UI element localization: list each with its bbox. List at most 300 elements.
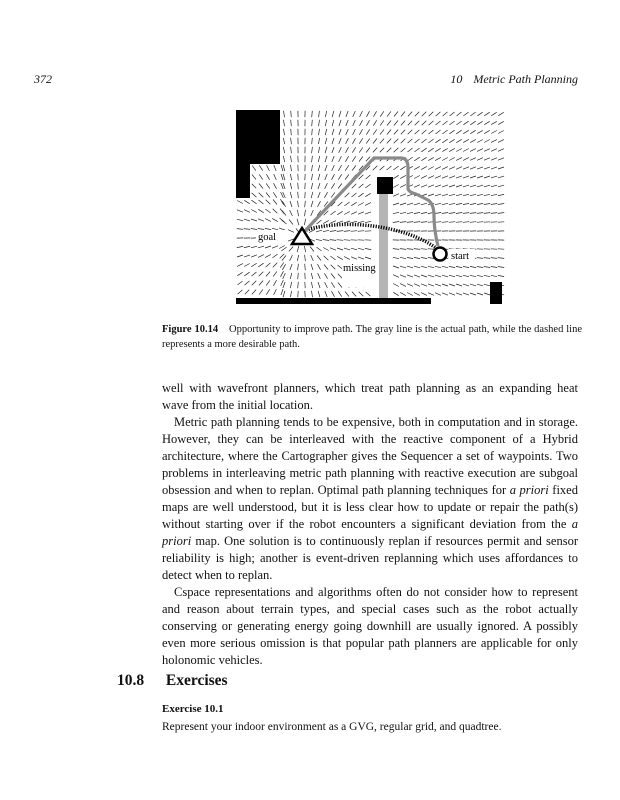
field-arrow [373, 166, 378, 170]
field-arrow [289, 247, 293, 252]
field-arrow [393, 222, 399, 223]
field-arrow [338, 174, 341, 179]
field-arrow [428, 176, 434, 179]
field-arrow [358, 231, 364, 232]
field-arrow [415, 139, 420, 143]
field-arrow [366, 148, 370, 153]
field-arrow [477, 112, 482, 116]
field-arrow [498, 149, 504, 152]
start-label: start [451, 251, 470, 262]
field-arrow [251, 246, 257, 247]
field-arrow [491, 213, 497, 214]
missing-wall-segment [379, 194, 388, 298]
field-arrow [456, 139, 461, 142]
field-arrow [414, 176, 420, 179]
field-arrow [279, 228, 285, 230]
field-arrow [353, 129, 356, 135]
field-arrow [400, 166, 405, 170]
field-arrow [400, 257, 406, 258]
field-arrow [312, 138, 313, 144]
field-arrow [484, 167, 490, 169]
field-arrow [414, 257, 420, 258]
field-arrow [387, 121, 391, 126]
field-arrow [407, 212, 413, 213]
field-arrow [463, 158, 469, 161]
field-arrow [284, 120, 285, 126]
field-arrow [283, 147, 284, 153]
field-arrow [477, 258, 483, 259]
field-arrow [408, 130, 413, 134]
field-arrow [442, 284, 448, 286]
field-arrow [414, 293, 420, 296]
field-arrow [281, 165, 283, 171]
field-arrow [353, 120, 356, 126]
field-arrow [470, 130, 475, 133]
field-arrow [435, 167, 441, 170]
field-arrow [345, 156, 348, 162]
field-arrow [244, 219, 250, 221]
field-arrow [456, 293, 462, 295]
goal-label: goal [258, 232, 277, 243]
field-arrow [273, 263, 277, 268]
field-arrow [265, 246, 271, 248]
field-arrow [351, 231, 357, 232]
field-arrow [463, 284, 469, 286]
field-arrow [318, 264, 321, 270]
field-arrow [311, 192, 313, 198]
field-arrow [484, 121, 489, 124]
field-arrow [273, 200, 277, 205]
field-arrow [449, 148, 455, 151]
field-arrow [259, 281, 263, 286]
field-arrow [298, 201, 299, 207]
field-arrow [421, 249, 427, 250]
field-arrow [290, 201, 292, 207]
field-arrow [290, 282, 291, 288]
field-arrow [339, 129, 341, 135]
field-arrow [456, 121, 461, 125]
field-arrow [394, 121, 398, 126]
field-arrow [337, 221, 343, 223]
field-arrow [325, 138, 327, 144]
field-arrow [281, 280, 284, 286]
paragraph-2: Metric path planning tends to be expensive, both in computation and in storage. However, they can be interleaved with the reactive component of a Hybrid architecture, where the Cartographer gives the Sequencer a set of waypoints. Two problems in interleaving metric path planning with reactive execution are subgoal obsession and when to replan. Optimal path planning techniques for a priori fixed maps are well understood, but it is less clear how to update or repair the path(s) without starting over if the robot encounters a significant deviation from the a priori map. One solution is to continuously replan if resources permit and sensor reliability is high; another is event-driven replanning which uses affordances to detect when to replan. [162, 415, 578, 582]
field-arrow [298, 192, 299, 198]
field-arrow [252, 281, 257, 285]
field-arrow [407, 203, 413, 205]
field-arrow [332, 147, 334, 153]
field-arrow [484, 185, 490, 187]
field-arrow [279, 246, 285, 249]
field-arrow [345, 175, 349, 180]
field-arrow [332, 120, 334, 126]
field-arrow [436, 130, 441, 134]
field-arrow [332, 165, 335, 171]
field-arrow [319, 111, 320, 117]
field-arrow [414, 275, 420, 277]
field-arrow [491, 176, 497, 178]
field-arrow [325, 174, 327, 180]
field-arrow [266, 174, 269, 180]
field-arrow [477, 149, 483, 152]
field-arrow [442, 222, 448, 223]
field-arrow [237, 229, 243, 230]
field-arrow [281, 183, 283, 189]
desirable-dashed-path [306, 224, 436, 248]
field-arrow [429, 130, 434, 134]
field-arrow [491, 258, 497, 259]
field-arrow [351, 212, 357, 215]
field-arrow [332, 111, 334, 117]
field-arrow [283, 174, 285, 180]
field-arrow [449, 293, 455, 295]
field-arrow [435, 157, 441, 160]
field-arrow [394, 130, 398, 135]
field-arrow [491, 194, 497, 195]
field-arrow [325, 165, 327, 171]
field-arrow [443, 112, 448, 116]
field-arrow [484, 275, 490, 276]
field-arrow [258, 209, 263, 212]
field-arrow [337, 231, 343, 232]
field-arrow [484, 204, 490, 205]
field-arrow [400, 203, 406, 205]
field-arrow [484, 267, 490, 268]
field-arrow [477, 293, 483, 295]
obstacle-bottom-wall [236, 298, 431, 304]
field-arrow [290, 174, 291, 180]
field-arrow [414, 203, 420, 205]
field-arrow [421, 148, 426, 152]
field-arrow [435, 284, 441, 286]
field-arrow [477, 213, 483, 214]
field-arrow [393, 166, 398, 170]
field-arrow [337, 211, 342, 214]
field-arrow [380, 130, 384, 135]
section-number: 10.8 [117, 672, 145, 689]
field-arrow [324, 273, 327, 278]
field-arrow [244, 264, 250, 267]
field-arrow [331, 282, 334, 287]
paragraph-1: well with wavefront planners, which treat path planning as an expanding heat wave from the initial location. [162, 381, 578, 412]
field-arrow [318, 192, 320, 198]
field-arrow [325, 111, 326, 117]
field-arrow [273, 192, 277, 197]
field-arrow [359, 147, 363, 152]
field-arrow [365, 212, 371, 214]
field-arrow [498, 158, 504, 160]
body-text [162, 380, 578, 669]
field-arrow [457, 112, 462, 116]
field-arrow [407, 266, 413, 268]
field-arrow [338, 274, 342, 279]
field-arrow [463, 275, 469, 277]
field-arrow [272, 246, 278, 248]
field-arrow [442, 130, 447, 134]
field-arrow [251, 229, 257, 230]
field-arrow [359, 138, 362, 143]
section-heading [117, 672, 228, 690]
field-arrow [484, 149, 490, 152]
field-arrow [387, 148, 392, 152]
field-arrow [317, 256, 321, 261]
field-arrow [470, 275, 476, 276]
field-arrow [330, 231, 336, 232]
field-arrow [316, 230, 322, 232]
field-arrow [407, 157, 412, 161]
field-arrow [414, 157, 419, 161]
field-arrow [331, 192, 335, 197]
field-arrow [358, 248, 364, 249]
field-arrow [319, 120, 320, 126]
field-arrow [443, 121, 448, 125]
field-arrow [449, 176, 455, 178]
field-arrow [344, 212, 350, 215]
field-arrow [498, 204, 504, 205]
field-arrow [400, 175, 406, 178]
field-arrow [352, 166, 356, 171]
field-arrow [498, 167, 504, 169]
field-arrow [400, 275, 406, 277]
field-arrow [449, 275, 455, 277]
field-arrow [484, 176, 490, 178]
field-arrow [442, 293, 448, 295]
field-arrow [393, 284, 399, 287]
field-arrow [380, 148, 384, 153]
field-arrow [283, 138, 284, 144]
field-arrow [331, 274, 335, 279]
field-arrow [237, 272, 242, 275]
field-arrow [421, 212, 427, 213]
field-arrow [421, 157, 426, 160]
field-arrow [408, 139, 413, 143]
field-arrow [238, 290, 243, 294]
caption-text: Opportunity to improve path. The gray line is the actual path, while the dashed line represents a more desirable path. [162, 324, 582, 350]
field-arrow [456, 222, 462, 223]
field-arrow [346, 120, 348, 126]
field-arrow [428, 275, 434, 277]
field-arrow [358, 203, 364, 206]
field-arrow [318, 201, 321, 207]
field-arrow [266, 289, 269, 294]
field-arrow [414, 284, 420, 287]
field-arrow [266, 280, 270, 285]
field-arrow [244, 272, 249, 276]
field-arrow [316, 239, 322, 240]
field-arrow [393, 194, 399, 197]
field-arrow [346, 147, 349, 153]
field-arrow [456, 275, 462, 277]
field-arrow [325, 291, 327, 297]
field-arrow [477, 275, 483, 276]
chapter-number: 10 [450, 72, 463, 86]
field-arrow [338, 291, 342, 296]
field-arrow [456, 284, 462, 286]
field-arrow [330, 256, 335, 260]
field-arrow [435, 139, 440, 143]
field-arrow [428, 293, 434, 296]
field-arrow [258, 246, 264, 248]
page-number: 372 [34, 72, 52, 86]
field-arrow [407, 293, 413, 296]
field-arrow [318, 183, 320, 189]
field-arrow [339, 156, 342, 162]
field-arrow [428, 185, 434, 187]
field-arrow [414, 249, 420, 250]
field-arrow [312, 147, 313, 153]
field-arrow [477, 140, 483, 143]
field-arrow [259, 193, 264, 198]
field-arrow [237, 219, 243, 221]
field-arrow [360, 120, 363, 126]
field-arrow [237, 201, 243, 204]
field-arrow [267, 165, 270, 171]
field-arrow [237, 281, 242, 285]
field-arrow [415, 112, 419, 117]
field-arrow [265, 254, 271, 257]
field-arrow [290, 291, 291, 297]
field-arrow [365, 248, 371, 249]
field-arrow [345, 292, 349, 297]
field-arrow [393, 266, 399, 268]
field-arrow [477, 167, 483, 169]
field-arrow [449, 130, 454, 134]
field-arrow [477, 158, 483, 161]
exercise-text: Represent your indoor environment as a GVG, regular grid, and quadtree. [162, 721, 502, 733]
field-arrow [435, 213, 441, 214]
field-arrow [318, 282, 320, 288]
field-arrow [325, 183, 328, 189]
field-arrow [312, 129, 313, 135]
field-arrow [393, 292, 398, 295]
field-arrow [498, 185, 504, 187]
field-arrow [283, 282, 285, 288]
field-arrow [283, 183, 285, 189]
field-arrow [491, 131, 497, 134]
field-arrow [408, 121, 412, 126]
field-arrow [305, 210, 306, 216]
field-arrow [339, 147, 342, 153]
field-arrow [463, 213, 469, 214]
field-arrow [290, 183, 291, 189]
field-arrow [265, 228, 271, 229]
field-arrow [317, 247, 322, 251]
field-arrow [265, 219, 271, 222]
field-arrow [282, 264, 285, 270]
field-arrow [345, 193, 350, 197]
field-arrow [394, 139, 399, 144]
field-arrow [274, 174, 277, 180]
field-arrow [456, 194, 462, 196]
field-arrow [290, 192, 292, 198]
field-arrow [393, 185, 399, 188]
field-arrow [346, 138, 349, 144]
field-arrow [373, 111, 376, 116]
field-arrow [470, 176, 476, 178]
field-arrow [317, 220, 322, 224]
field-arrow [311, 201, 313, 207]
field-arrow [470, 293, 476, 295]
field-arrow [305, 255, 306, 261]
figure-caption [162, 322, 582, 352]
field-arrow [318, 147, 319, 153]
field-arrow [323, 220, 329, 223]
field-arrow [463, 176, 469, 178]
field-arrow [359, 157, 363, 162]
field-arrow [258, 255, 264, 258]
field-arrow [491, 275, 497, 276]
field-arrow [252, 272, 257, 276]
field-arrow [498, 121, 504, 124]
field-arrow [400, 212, 406, 213]
chapter-title: Metric Path Planning [473, 72, 578, 86]
field-arrow [491, 158, 497, 160]
field-arrow [359, 292, 364, 296]
field-arrow [393, 275, 399, 278]
field-arrow [330, 221, 336, 224]
field-arrow [422, 121, 427, 125]
field-arrow [281, 271, 284, 277]
field-arrow [435, 293, 441, 296]
field-arrow [339, 138, 341, 144]
field-arrow [291, 156, 292, 162]
field-arrow [449, 266, 455, 267]
field-arrow [394, 112, 398, 117]
field-arrow [310, 247, 314, 252]
field-arrow [429, 121, 434, 125]
field-arrow [312, 174, 313, 180]
field-arrow [339, 111, 341, 117]
field-arrow [408, 148, 413, 152]
field-arrow [352, 193, 357, 197]
field-arrow [324, 256, 329, 260]
field-arrow [373, 139, 377, 144]
field-arrow [259, 174, 263, 179]
field-arrow [491, 267, 497, 268]
missing-label: missing [343, 263, 376, 274]
field-arrow [436, 121, 441, 125]
field-arrow [456, 167, 462, 170]
field-arrow [330, 211, 335, 215]
field-arrow [414, 212, 420, 213]
field-arrow [274, 289, 277, 295]
field-arrow [456, 149, 462, 152]
field-arrow [351, 257, 357, 259]
field-arrow [266, 263, 271, 267]
field-arrow [266, 183, 270, 188]
field-arrow [373, 148, 377, 153]
field-arrow [477, 267, 483, 268]
field-arrow [463, 121, 468, 125]
field-arrow [245, 281, 250, 285]
field-arrow [435, 203, 441, 204]
field-arrow [281, 289, 283, 295]
field-arrow [251, 200, 256, 204]
field-arrow [435, 266, 441, 267]
field-arrow [407, 249, 413, 250]
figure [236, 106, 506, 306]
field-arrow [345, 165, 349, 170]
field-arrow [400, 185, 406, 188]
field-arrow [442, 266, 448, 267]
field-arrow [298, 183, 299, 189]
field-arrow [477, 284, 483, 286]
field-arrow [387, 111, 391, 116]
field-arrow [421, 257, 427, 258]
field-arrow [311, 255, 314, 261]
field-arrow [351, 221, 357, 223]
paragraph-3: Cspace representations and algorithms often do not consider how to represent and reason about terrain types, and special cases such as the robot actually conserving or generating energy going downhill are usually ignored. A possibly even more serious omission is that popular path planners are applicable for only holonomic vehicles. [162, 585, 578, 667]
